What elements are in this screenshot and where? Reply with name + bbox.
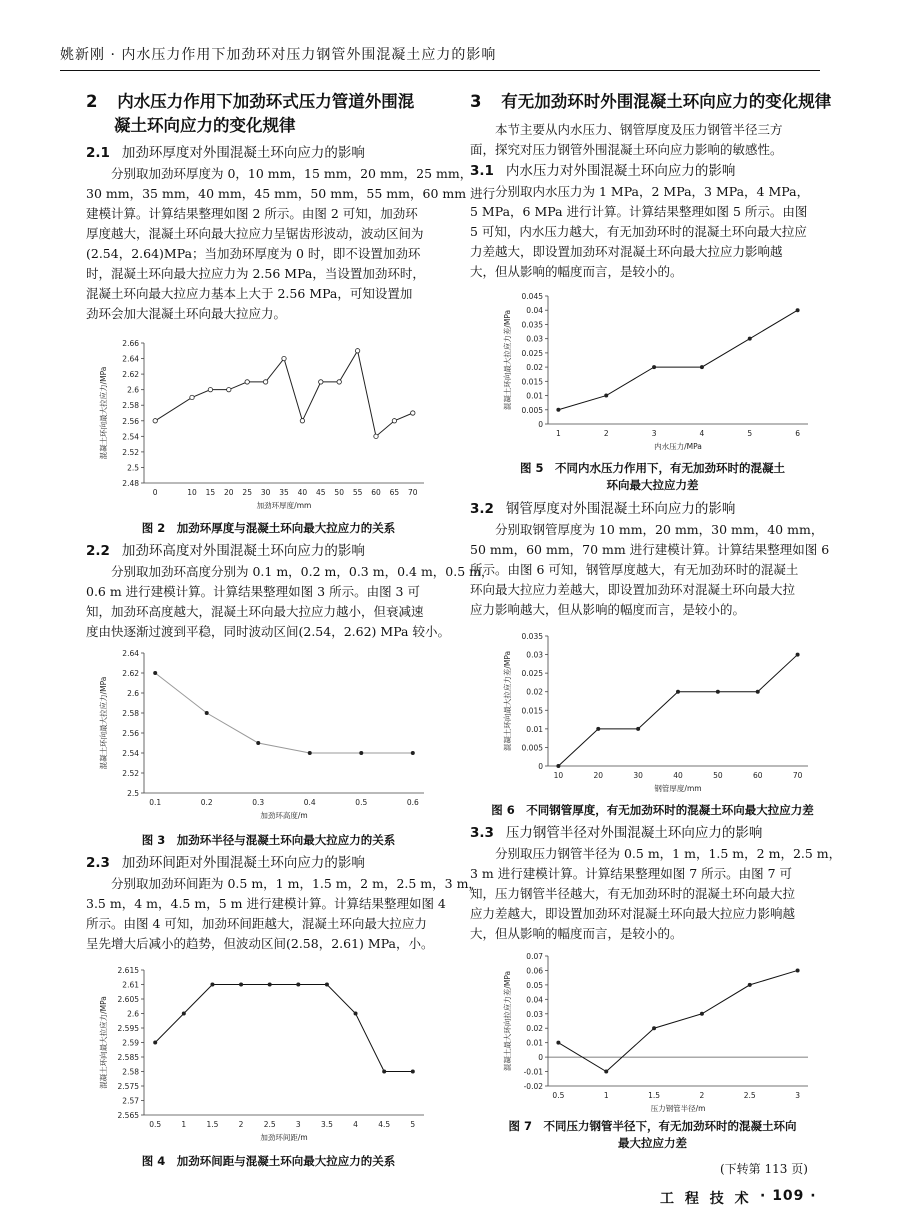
x-tick-label: 3.5 bbox=[320, 1120, 333, 1129]
data-point bbox=[257, 741, 260, 744]
header-rule bbox=[60, 70, 820, 71]
paragraph-line: 分别取压力钢管半径为 0.5 m，1 m，1.5 m，2 m，2.5 m， bbox=[495, 846, 842, 861]
y-tick-label: 0.02 bbox=[526, 687, 543, 697]
x-tick-label: 3 bbox=[651, 429, 657, 438]
y-tick-label: 2.6 bbox=[127, 689, 139, 698]
y-tick-label: 2.54 bbox=[122, 749, 139, 758]
y-tick-label: 0.02 bbox=[526, 1024, 543, 1034]
subsection-3-1-body bbox=[470, 182, 835, 282]
y-tick-label: 0.06 bbox=[526, 966, 543, 976]
subsection-2-3-heading bbox=[86, 852, 451, 874]
right-column bbox=[470, 90, 835, 282]
section-title: 有无加劲环时外围混凝土环向应力的变化规律 bbox=[501, 92, 832, 111]
paragraph-line: 厚度越大，混凝土环向最大拉应力呈锯齿形波动，波动区间为 bbox=[86, 226, 424, 241]
paragraph-line: 劲环会加大混凝土环向最大拉应力。 bbox=[86, 306, 287, 321]
y-axis-label: 混凝土环向最大拉应力/MPa bbox=[99, 366, 108, 460]
x-axis-label: 加劲环间距/m bbox=[260, 1133, 308, 1142]
subsection-title: 内水压力对外围混凝土环向应力的影响 bbox=[505, 163, 736, 179]
data-point bbox=[211, 983, 214, 986]
paragraph-line: 所示。由图 6 可知，钢管厚度越大，有无加劲环时的混凝土 bbox=[470, 562, 799, 577]
data-point bbox=[748, 337, 751, 340]
paragraph-line: (2.54，2.64)MPa；当加劲环厚度为 0 时，即不设置加劲环 bbox=[86, 246, 421, 261]
subsection-2-2-body bbox=[86, 562, 494, 642]
x-tick-label: 0.5 bbox=[355, 798, 368, 807]
figure-5-caption-line1: 图 5 不同内水压力作用下，有无加劲环时的混凝土 bbox=[519, 461, 785, 475]
y-tick-label: 0.015 bbox=[521, 377, 543, 387]
y-tick-label: 2.52 bbox=[122, 769, 139, 778]
section-3-intro bbox=[470, 120, 835, 160]
data-point bbox=[652, 1027, 655, 1030]
data-point bbox=[756, 690, 759, 693]
subsection-title: 加劲环高度对外围混凝土环向应力的影响 bbox=[121, 543, 365, 559]
x-tick-label: 2.5 bbox=[743, 1091, 756, 1100]
data-point bbox=[676, 690, 679, 693]
paragraph-line: 分别取加劲环间距为 0.5 m，1 m，1.5 m，2 m，2.5 m，3 m， bbox=[111, 876, 481, 891]
y-tick-label: 0.025 bbox=[521, 348, 543, 358]
y-tick-label: 0.03 bbox=[526, 650, 543, 660]
x-tick-label: 4 bbox=[699, 429, 705, 438]
y-tick-label: 2.58 bbox=[122, 709, 139, 718]
y-tick-label: 2.62 bbox=[122, 669, 139, 678]
data-point bbox=[796, 969, 799, 972]
paragraph-line: 建模计算。计算结果整理如图 2 所示。由图 2 可知，加劲环 bbox=[86, 206, 418, 221]
data-point bbox=[557, 764, 560, 767]
x-tick-label: 25 bbox=[242, 488, 252, 497]
x-tick-label: 10 bbox=[553, 771, 564, 780]
y-tick-label: 0.005 bbox=[521, 743, 543, 753]
y-tick-label: 2.595 bbox=[117, 1024, 139, 1033]
data-point bbox=[557, 408, 560, 411]
continued-note: (下转第 113 页) bbox=[720, 1162, 808, 1176]
data-point bbox=[300, 419, 304, 423]
data-point bbox=[383, 1070, 386, 1073]
y-tick-label: 2.5 bbox=[127, 789, 139, 798]
y-tick-label: 2.6 bbox=[127, 385, 139, 395]
x-tick-label: 1.5 bbox=[648, 1091, 661, 1100]
paragraph-line: 应力影响越大，但从影响的幅度而言，是较小的。 bbox=[470, 602, 746, 617]
series-line bbox=[558, 970, 797, 1071]
data-point bbox=[208, 387, 212, 391]
data-point bbox=[337, 380, 341, 384]
section-number: 3 bbox=[470, 92, 482, 111]
x-tick-label: 0.3 bbox=[252, 798, 265, 807]
series-line bbox=[558, 655, 797, 766]
y-tick-label: 2.575 bbox=[117, 1082, 139, 1091]
x-tick-label: 2 bbox=[603, 429, 609, 438]
data-point bbox=[190, 395, 194, 399]
y-tick-label: 2.58 bbox=[122, 1067, 139, 1077]
x-tick-label: 30 bbox=[633, 771, 643, 780]
data-point bbox=[748, 983, 751, 986]
y-tick-label: 2.48 bbox=[122, 479, 139, 488]
figure-4-caption: 图 4 加劲环间距与混凝土环向最大拉应力的关系 bbox=[141, 1154, 396, 1168]
subsection-2-3-body bbox=[86, 874, 481, 954]
y-tick-label: 2.52 bbox=[122, 447, 139, 457]
y-tick-label: 2.59 bbox=[122, 1038, 139, 1048]
y-tick-label: 2.5 bbox=[127, 463, 139, 473]
data-point bbox=[392, 419, 396, 423]
x-tick-label: 70 bbox=[792, 771, 803, 780]
y-tick-label: 0.035 bbox=[521, 320, 543, 330]
x-tick-label: 2.5 bbox=[263, 1120, 276, 1129]
x-tick-label: 0.1 bbox=[149, 798, 162, 807]
figure-3-chart bbox=[86, 645, 436, 825]
x-tick-label: 10 bbox=[187, 488, 197, 497]
y-tick-label: 2.64 bbox=[122, 649, 139, 658]
y-tick-label: 2.61 bbox=[122, 980, 139, 990]
paragraph-line: 时，混凝土环向最大拉应力为 2.56 MPa，当设置加劲环时， bbox=[86, 266, 425, 281]
y-tick-label: -0.02 bbox=[523, 1082, 543, 1091]
paragraph-line: 所示。由图 4 可知，加劲环间距越大，混凝土环向最大拉应力 bbox=[86, 916, 427, 931]
paragraph-line: 3.5 m，4 m，4.5 m，5 m 进行建模计算。计算结果整理如图 4 bbox=[86, 896, 446, 911]
paragraph-line: 分别取加劲环高度分别为 0.1 m，0.2 m，0.3 m，0.4 m，0.5 m， bbox=[111, 564, 494, 579]
figure-2-caption: 图 2 加劲环厚度与混凝土环向最大拉应力的关系 bbox=[141, 521, 396, 535]
paragraph-line: 5 可知，内水压力越大，有无加劲环时的混凝土环向最大拉应 bbox=[470, 224, 807, 239]
y-tick-label: 0.04 bbox=[526, 995, 543, 1005]
x-tick-label: 40 bbox=[297, 488, 308, 497]
y-tick-label: 0.025 bbox=[521, 669, 543, 679]
x-tick-label: 4.5 bbox=[378, 1120, 391, 1129]
series-line bbox=[155, 985, 413, 1072]
x-tick-label: 4 bbox=[353, 1120, 358, 1129]
y-tick-label: 2.615 bbox=[117, 966, 139, 975]
figure-4-chart bbox=[86, 962, 436, 1147]
y-tick-label: 0.015 bbox=[521, 706, 543, 716]
subsection-number: 3.1 bbox=[470, 163, 494, 179]
y-tick-label: 2.57 bbox=[122, 1096, 139, 1106]
x-tick-label: 0.4 bbox=[303, 798, 316, 807]
x-tick-label: 2 bbox=[238, 1120, 244, 1129]
data-point bbox=[182, 1012, 185, 1015]
paragraph-line: 知，压力钢管半径越大，有无加劲环时的混凝土环向最大拉 bbox=[470, 886, 796, 901]
section-3-heading bbox=[470, 90, 835, 114]
x-tick-label: 70 bbox=[408, 488, 418, 497]
y-tick-label: 0.03 bbox=[526, 1009, 543, 1019]
figure-7-caption-line2: 最大拉应力差 bbox=[618, 1136, 687, 1150]
paragraph-line: 0.6 m 进行建模计算。计算结果整理如图 3 所示。由图 3 可 bbox=[86, 584, 420, 599]
x-tick-label: 20 bbox=[224, 488, 234, 497]
section-2-heading bbox=[86, 90, 451, 138]
data-point bbox=[268, 983, 271, 986]
left-column-2 bbox=[86, 540, 494, 642]
y-tick-label: 2.62 bbox=[122, 370, 139, 380]
data-point bbox=[700, 366, 703, 369]
figure-5-caption bbox=[470, 460, 835, 494]
subsection-2-1-heading bbox=[86, 142, 451, 164]
right-column-3 bbox=[470, 822, 842, 944]
data-point bbox=[557, 1041, 560, 1044]
figure-6-caption: 图 6 不同钢管厚度，有无加劲环时的混凝土环向最大拉应力差 bbox=[491, 803, 814, 817]
y-tick-label: 0.02 bbox=[526, 363, 543, 373]
subsection-title: 加劲环间距对外围混凝土环向应力的影响 bbox=[121, 855, 365, 871]
data-point bbox=[411, 1070, 414, 1073]
y-tick-label: 0.035 bbox=[521, 632, 543, 641]
data-point bbox=[411, 411, 415, 415]
x-tick-label: 65 bbox=[389, 488, 400, 497]
paragraph-line: 本节主要从内水压力、钢管厚度及压力钢管半径三方 bbox=[495, 122, 783, 137]
y-tick-label: 0.04 bbox=[526, 306, 543, 316]
x-tick-label: 5 bbox=[410, 1120, 416, 1129]
paragraph-line: 30 mm，35 mm，40 mm，45 mm，50 mm，55 mm，60 mm 进行 bbox=[86, 186, 496, 201]
data-point bbox=[360, 751, 363, 754]
data-point bbox=[154, 1041, 157, 1044]
subsection-title: 钢管厚度对外围混凝土环向应力的影响 bbox=[505, 501, 736, 517]
data-point bbox=[796, 309, 799, 312]
paragraph-line: 环向最大拉应力差越大，即设置加劲环对混凝土环向最大拉 bbox=[470, 582, 796, 597]
section-title-line1: 内水压力作用下加劲环式压力管道外围混 bbox=[117, 92, 415, 111]
paragraph-line: 5 MPa，6 MPa 进行计算。计算结果整理如图 5 所示。由图 bbox=[470, 204, 808, 219]
x-axis-label: 加劲环厚度/mm bbox=[256, 501, 312, 510]
subsection-3-2-heading bbox=[470, 498, 835, 520]
subsection-number: 2.3 bbox=[86, 855, 110, 871]
data-point bbox=[319, 380, 323, 384]
data-point bbox=[153, 419, 157, 423]
paragraph-line: 50 mm，60 mm，70 mm 进行建模计算。计算结果整理如图 6 bbox=[470, 542, 830, 557]
x-tick-label: 3 bbox=[295, 1120, 301, 1129]
x-tick-label: 1.5 bbox=[206, 1120, 219, 1129]
y-axis-label: 混凝土环向最大拉应力/MPa bbox=[99, 676, 108, 770]
x-tick-label: 60 bbox=[371, 488, 381, 497]
x-tick-label: 35 bbox=[279, 488, 289, 497]
data-point bbox=[411, 751, 414, 754]
left-column-3 bbox=[86, 852, 481, 954]
y-tick-label: 0.005 bbox=[521, 405, 543, 415]
subsection-number: 2.2 bbox=[86, 543, 110, 559]
x-tick-label: 1 bbox=[556, 429, 561, 438]
subsection-title: 压力钢管半径对外围混凝土环向应力的影响 bbox=[505, 825, 763, 841]
data-point bbox=[245, 380, 249, 384]
y-tick-label: 0 bbox=[538, 762, 543, 771]
x-tick-label: 50 bbox=[334, 488, 344, 497]
y-tick-label: 0.01 bbox=[526, 1038, 543, 1048]
y-tick-label: 0.045 bbox=[521, 292, 543, 301]
x-tick-label: 3 bbox=[795, 1091, 800, 1100]
x-tick-label: 0.2 bbox=[200, 798, 213, 807]
y-tick-label: 2.6 bbox=[127, 1009, 139, 1019]
x-axis-label: 压力钢管半径/m bbox=[650, 1104, 706, 1113]
series-line bbox=[155, 673, 413, 753]
paragraph-line: 度由快逐渐过渡到平稳，同时波动区间(2.54，2.62) MPa 较小。 bbox=[86, 624, 450, 639]
data-point bbox=[652, 366, 655, 369]
x-tick-label: 30 bbox=[260, 488, 271, 497]
x-tick-label: 0.6 bbox=[406, 798, 419, 807]
data-point bbox=[716, 690, 719, 693]
y-tick-label: 2.56 bbox=[122, 729, 139, 738]
paragraph-line: 应力差越大，即设置加劲环对混凝土环向最大拉应力影响越 bbox=[470, 906, 796, 921]
data-point bbox=[282, 356, 286, 360]
data-point bbox=[297, 983, 300, 986]
paragraph-line: 呈先增大后减小的趋势，但波动区间(2.58，2.61) MPa，小。 bbox=[86, 936, 434, 951]
data-point bbox=[227, 387, 231, 391]
subsection-3-1-heading bbox=[470, 160, 835, 182]
right-column-2 bbox=[470, 498, 835, 620]
data-point bbox=[355, 349, 359, 353]
y-tick-label: 0.05 bbox=[526, 980, 543, 990]
subsection-number: 3.2 bbox=[470, 501, 494, 517]
x-tick-label: 0 bbox=[152, 488, 158, 497]
y-axis-label: 混凝土环向最大拉应力差/MPa bbox=[503, 650, 512, 752]
data-point bbox=[605, 1070, 608, 1073]
paragraph-line: 分别取钢管厚度为 10 mm，20 mm，30 mm，40 mm， bbox=[495, 522, 824, 537]
y-tick-label: -0.01 bbox=[523, 1067, 543, 1077]
data-point bbox=[374, 434, 378, 438]
data-point bbox=[154, 671, 157, 674]
y-tick-label: 2.565 bbox=[117, 1111, 139, 1120]
y-tick-label: 2.56 bbox=[122, 416, 139, 426]
x-tick-label: 15 bbox=[205, 488, 216, 497]
y-tick-label: 0.07 bbox=[526, 952, 543, 961]
x-tick-label: 0.5 bbox=[552, 1091, 565, 1100]
section-number: 2 bbox=[86, 92, 98, 111]
paragraph-line: 面，探究对压力钢管外围混凝土环向应力影响的敏感性。 bbox=[470, 142, 783, 157]
y-tick-label: 2.54 bbox=[122, 432, 139, 442]
x-axis-label: 内水压力/MPa bbox=[654, 442, 702, 451]
paragraph-line: 力差越大，即设置加劲环对混凝土环向最大拉应力影响越 bbox=[470, 244, 783, 259]
data-point bbox=[700, 1012, 703, 1015]
series-line bbox=[155, 351, 413, 437]
y-tick-label: 2.585 bbox=[117, 1053, 139, 1062]
data-point bbox=[605, 394, 608, 397]
paragraph-line: 大，但从影响的幅度而言，是较小的。 bbox=[470, 264, 683, 279]
data-point bbox=[354, 1012, 357, 1015]
paragraph-line: 大，但从影响的幅度而言，是较小的。 bbox=[470, 926, 683, 941]
x-tick-label: 50 bbox=[713, 771, 723, 780]
page-number: · 109 · bbox=[760, 1188, 817, 1204]
data-point bbox=[597, 727, 600, 730]
x-tick-label: 45 bbox=[316, 488, 326, 497]
y-axis-label: 混凝土最大环向拉应力差/MPa bbox=[503, 970, 512, 1072]
figure-7-caption bbox=[470, 1118, 835, 1152]
data-point bbox=[308, 751, 311, 754]
subsection-3-3-heading bbox=[470, 822, 835, 844]
data-point bbox=[325, 983, 328, 986]
y-tick-label: 0.01 bbox=[526, 391, 543, 401]
paragraph-line: 分别取加劲环厚度为 0，10 mm，15 mm，20 mm，25 mm， bbox=[111, 166, 473, 181]
figure-7-chart bbox=[490, 948, 820, 1118]
y-axis-label: 混凝土环向最大拉应力差/MPa bbox=[503, 309, 512, 411]
journal-name: 工 程 技 术 bbox=[660, 1191, 752, 1207]
y-tick-label: 2.66 bbox=[122, 339, 139, 348]
x-tick-label: 55 bbox=[352, 488, 363, 497]
figure-5-caption-line2: 环向最大拉应力差 bbox=[606, 478, 699, 492]
figure-6-chart bbox=[490, 628, 820, 798]
data-point bbox=[637, 727, 640, 730]
y-tick-label: 0.01 bbox=[526, 724, 543, 734]
data-point bbox=[205, 711, 208, 714]
x-tick-label: 0.5 bbox=[149, 1120, 162, 1129]
data-point bbox=[239, 983, 242, 986]
figure-3-caption: 图 3 加劲环半径与混凝土环向最大拉应力的关系 bbox=[141, 833, 396, 847]
y-tick-label: 0.03 bbox=[526, 334, 543, 344]
paragraph-line: 混凝土环向最大拉应力基本上大于 2.56 MPa，可知设置加 bbox=[86, 286, 413, 301]
series-line bbox=[558, 310, 797, 410]
x-tick-label: 1 bbox=[603, 1091, 609, 1100]
x-axis-label: 加劲环高度/m bbox=[260, 811, 308, 820]
y-tick-label: 2.605 bbox=[117, 995, 139, 1004]
subsection-2-2-heading bbox=[86, 540, 451, 562]
y-tick-label: 2.64 bbox=[122, 354, 139, 364]
data-point bbox=[796, 653, 799, 656]
subsection-title: 加劲环厚度对外围混凝土环向应力的影响 bbox=[121, 145, 365, 161]
data-point bbox=[263, 380, 267, 384]
y-axis-label: 混凝土环向最大拉应力/MPa bbox=[99, 996, 108, 1089]
x-axis-label: 钢管厚度/mm bbox=[654, 784, 702, 793]
y-tick-label: 0 bbox=[538, 420, 543, 429]
paragraph-line: 知，加劲环高度越大，混凝土环向最大拉应力越小，但衰减速 bbox=[86, 604, 424, 619]
y-tick-label: 2.58 bbox=[122, 401, 139, 411]
figure-2-chart bbox=[86, 335, 436, 515]
figure-7-caption-line1: 图 7 不同压力钢管半径下，有无加劲环时的混凝土环向 bbox=[508, 1119, 797, 1133]
subsection-3-2-body bbox=[470, 520, 835, 620]
x-tick-label: 2 bbox=[699, 1091, 705, 1100]
paragraph-line: 3 m 进行建模计算。计算结果整理如图 7 所示。由图 7 可 bbox=[470, 866, 793, 881]
x-tick-label: 5 bbox=[747, 429, 753, 438]
x-tick-label: 40 bbox=[673, 771, 683, 780]
figure-5-chart bbox=[490, 288, 820, 456]
paragraph-line: 分别取内水压力为 1 MPa，2 MPa，3 MPa，4 MPa， bbox=[495, 184, 810, 199]
running-header: 姚新刚 · 内水压力作用下加劲环对压力钢管外围混凝土应力的影响 bbox=[60, 47, 497, 63]
x-tick-label: 1 bbox=[181, 1120, 187, 1129]
section-title-line2: 凝土环向应力的变化规律 bbox=[114, 116, 296, 135]
x-tick-label: 6 bbox=[795, 429, 800, 438]
x-tick-label: 60 bbox=[752, 771, 763, 780]
subsection-3-3-body bbox=[470, 844, 842, 944]
subsection-number: 2.1 bbox=[86, 145, 110, 161]
x-tick-label: 20 bbox=[593, 771, 604, 780]
subsection-number: 3.3 bbox=[470, 825, 494, 841]
y-tick-label: 0 bbox=[538, 1053, 543, 1063]
